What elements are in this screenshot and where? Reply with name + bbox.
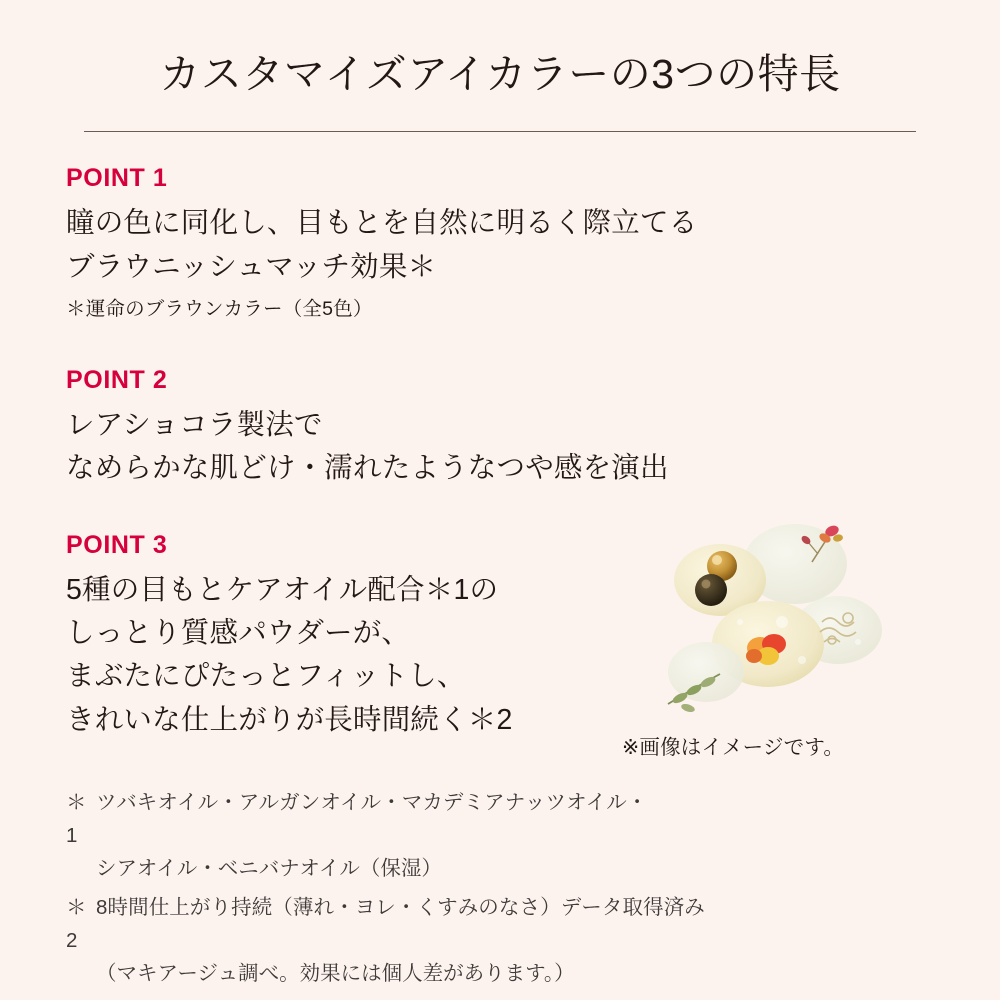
point-2-label: POINT 2: [66, 366, 168, 395]
header: [0, 0, 1000, 132]
product-image: [662, 522, 892, 727]
image-caption: ※画像はイメージです。: [622, 736, 845, 759]
point-1-line-1: 瞳の色に同化し、目もとを自然に明るく際立てる: [66, 207, 698, 240]
footnote-1-row: [66, 786, 896, 852]
footnote-1-text: ツバキオイル・アルガンオイル・マカデミアナッツオイル・: [96, 791, 648, 814]
point-3-label: POINT 3: [66, 530, 168, 559]
eye-color-oils-illustration: [662, 522, 892, 727]
footnotes: [66, 786, 896, 990]
spacer-1: [66, 324, 1000, 366]
footnote-2-row: [66, 891, 896, 957]
point-3-text: [66, 569, 606, 742]
point-block-2: [66, 366, 1000, 491]
point-3-line-3: まぶたにぴたっとフィットし、: [66, 660, 466, 693]
point-3-line-1: 5種の目もとケアオイル配合＊1の: [66, 573, 499, 606]
point-3-line-4: きれいな仕上がりが長時間続く＊2: [66, 703, 513, 736]
point-1-label: POINT 1: [66, 164, 168, 193]
footnote-1-mark: ＊1: [66, 791, 87, 848]
point-3-line-2: しっとり質感パウダーが、: [66, 617, 411, 650]
point-2-line-2: なめらかな肌どけ・濡れたようなつや感を演出: [66, 452, 669, 485]
footnote-2-text: 8時間仕上がり持続（薄れ・ヨレ・くすみのなさ）データ取得済み: [96, 895, 705, 919]
point-1-note: ＊運命のブラウンカラー（全5色）: [66, 297, 373, 320]
point-2-line-1: レアショコラ製法で: [66, 409, 323, 442]
point-block-1: [66, 164, 1000, 324]
footnote-1-cont: シアオイル・ベニバナオイル（保湿）: [96, 857, 442, 881]
point-1-line-2: ブラウニッシュマッチ効果＊: [66, 250, 437, 283]
footnote-2-cont: （マキアージュ調べ。効果には個人差があります。）: [96, 962, 575, 986]
footnote-2-mark: ＊2: [66, 895, 87, 952]
page-title: カスタマイズアイカラーの3つの特長: [159, 51, 841, 97]
header-divider: [84, 131, 916, 132]
